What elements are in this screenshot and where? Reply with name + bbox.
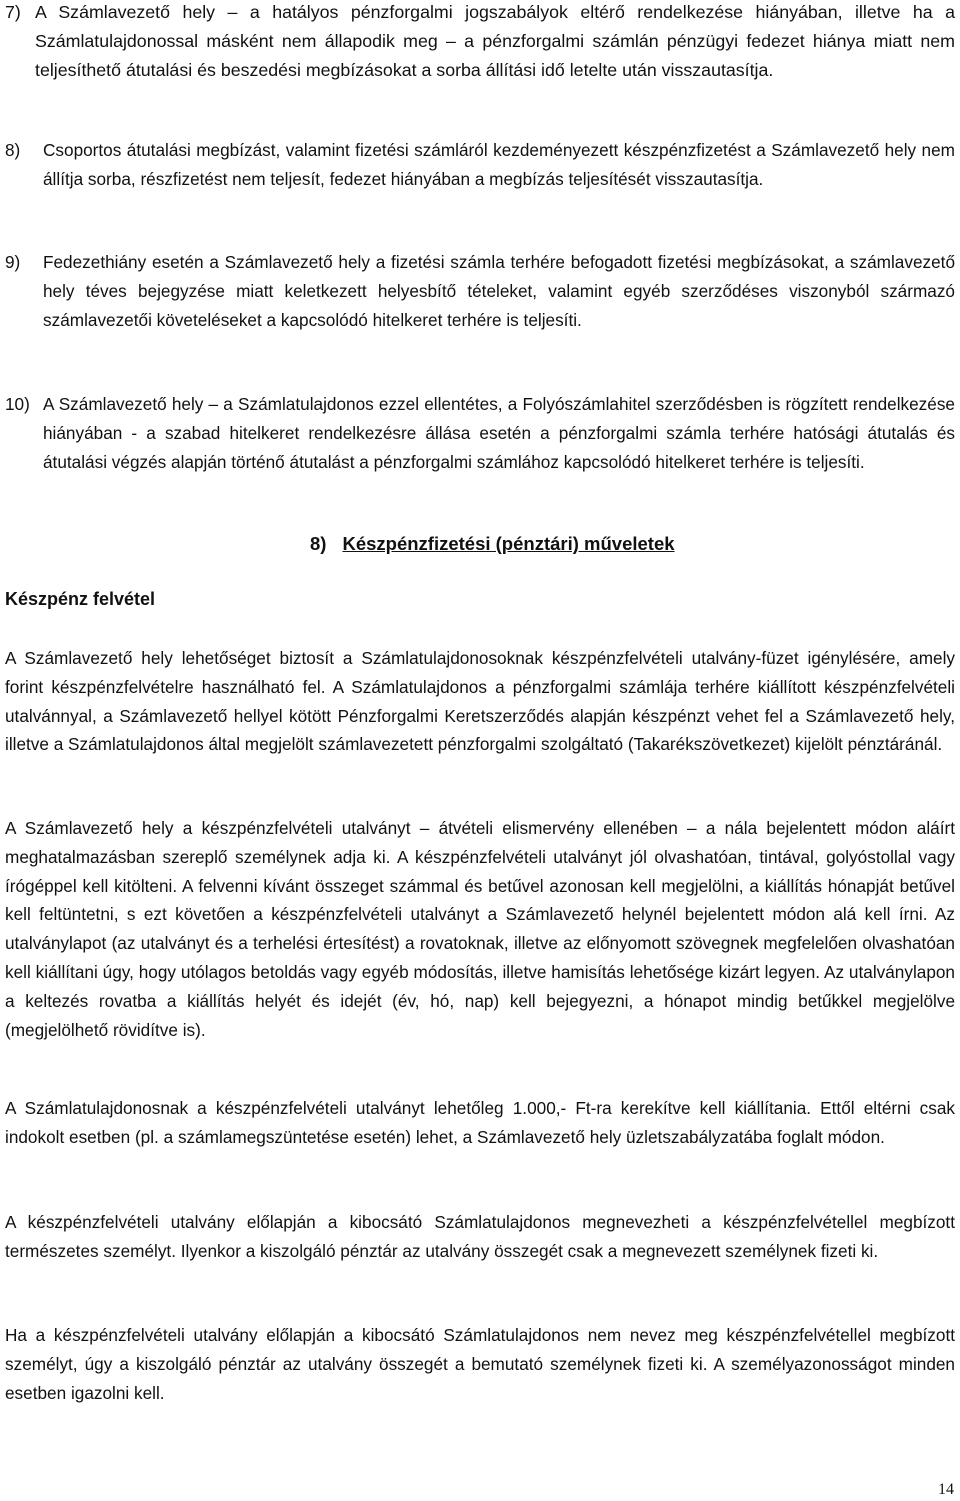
paragraph: A Számlatulajdonosnak a készpénzfelvételi utalványt lehetőleg 1.000,- Ft-ra kerekítve kell kiállítania. Ettől eltérni csak indokolt esetben (pl. a számlamegszüntetése esetén) lehet, a Számlavezető hely üzletszabályzatába foglalt módon. — [5, 1098, 955, 1147]
list-item-text: A Számlavezető hely – a Számlatulajdonos ezzel ellentétes, a Folyószámlahitel szerződésben is rögzített rendelkezése hiányában - a szabad hitelkeret rendelkezésre állása esetén a pénzforgalmi számla terhére hatósági átutalás és átutalási végzés alapján történő átutalást a pénzforgalmi számlához kapcsolódó hitelkeret terhére is teljesíti. — [43, 394, 955, 472]
paragraph: A Számlavezető hely lehetőséget biztosít a Számlatulajdonosoknak készpénzfelvételi utalvány-füzet igénylésére, amely forint készpénzfelvételre használható fel. A Számlatulajdonos a pénzforgalmi számlája terhére kiállított készpénzfelvételi utalvánnyal, a Számlavezető hellyel kötött Pénzforgalmi Keretszerződés alapján készpénzt vehet fel a Számlavezető hely, illetve a Számlatulajdonos által megjelölt számlavezetett pénzforgalmi szolgáltató (Takarékszövetkezet) kijelölt pénztáránál. — [5, 648, 955, 755]
paragraph: Ha a készpénzfelvételi utalvány előlapján a kibocsátó Számlatulajdonos nem nevez meg készpénzfelvétellel megbízott személyt, úgy a kiszolgáló pénztár az utalvány összegét a bemutató személynek fizeti ki. A személyazonosságot minden esetben igazolni kell. — [5, 1325, 955, 1403]
paragraph: A Számlavezető hely a készpénzfelvételi utalványt – átvételi elismervény ellenében – a nála bejelentett módon aláírt meghatalmazásban szereplő személynek adja ki. A készpénzfelvételi utalványt jól olvashatóan, tintával, golyóstollal vagy írógéppel kell kitölteni. A felvenni kívánt összeget számmal és betűvel azonosan kell megjelölni, a kiállítás hónapját betűvel kell feltüntetni, s ezt követően a készpénzfelvételi utalványt a Számlavezető helynél bejelentett módon alá kell írni. Az utalványlapot (az utalványt és a terhelési értesítést) a rovatoknak, illetve az előnyomott szövegnek megfelelően olvashatóan kell kiállítani úgy, hogy utólagos betoldás vagy egyéb módosítás, illetve hamisítás lehetősége kizárt legyen. Az utalványlapon a keltezés rovatba a kiállítás helyét és idejét (év, hó, nap) kell bejegyezni, a hónapot mindig betűkkel megjelölve (megjelölhető rövidítve is). — [5, 818, 955, 1040]
list-item-8 — [5, 136, 955, 194]
list-item-number: 8) — [5, 140, 21, 160]
list-item-number: 7) — [5, 2, 21, 22]
list-item-number: 9) — [5, 252, 21, 272]
list-item-10 — [5, 390, 955, 476]
list-item-7 — [5, 0, 955, 84]
list-item-9 — [5, 248, 955, 334]
list-item-text: A Számlavezető hely – a hatályos pénzforgalmi jogszabályok eltérő rendelkezése hiányában, illetve ha a Számlatulajdonossal másként nem állapodik meg – a pénzforgalmi számlán pénzügyi fedezet hiánya miatt nem teljesíthető átutalási és beszedési megbízásokat a sorba állítási idő letelte után visszautasítja. — [35, 2, 955, 80]
section-heading — [310, 533, 675, 555]
list-item-text: Csoportos átutalási megbízást, valamint fizetési számláról kezdeményezett készpénzfizetést a Számlavezető hely nem állítja sorba, részfizetést nem teljesít, fedezet hiányában a megbízás teljesítését visszautasítja. — [43, 140, 955, 189]
section-title: Készpénzfizetési (pénztári) műveletek — [342, 533, 675, 554]
list-item-text: Fedezethiány esetén a Számlavezető hely a fizetési számla terhére befogadott fizetési megbízásokat, a számlavezető hely téves bejegyzése miatt keletkezett helyesbítő tételeket, valamint egyéb szerződéses viszonyból származó számlavezetői követeléseket a kapcsolódó hitelkeret terhére is teljesíti. — [43, 252, 955, 330]
page-number: 14 — [938, 1481, 954, 1498]
section-number: 8) — [310, 533, 327, 554]
paragraph: A készpénzfelvételi utalvány előlapján a kibocsátó Számlatulajdonos megnevezheti a készpénzfelvétellel megbízott természetes személyt. Ilyenkor a kiszolgáló pénztár az utalvány összegét csak a megnevezett személynek fizeti ki. — [5, 1212, 955, 1261]
list-item-number: 10) — [5, 394, 30, 414]
subsection-heading: Készpénz felvétel — [5, 589, 156, 609]
